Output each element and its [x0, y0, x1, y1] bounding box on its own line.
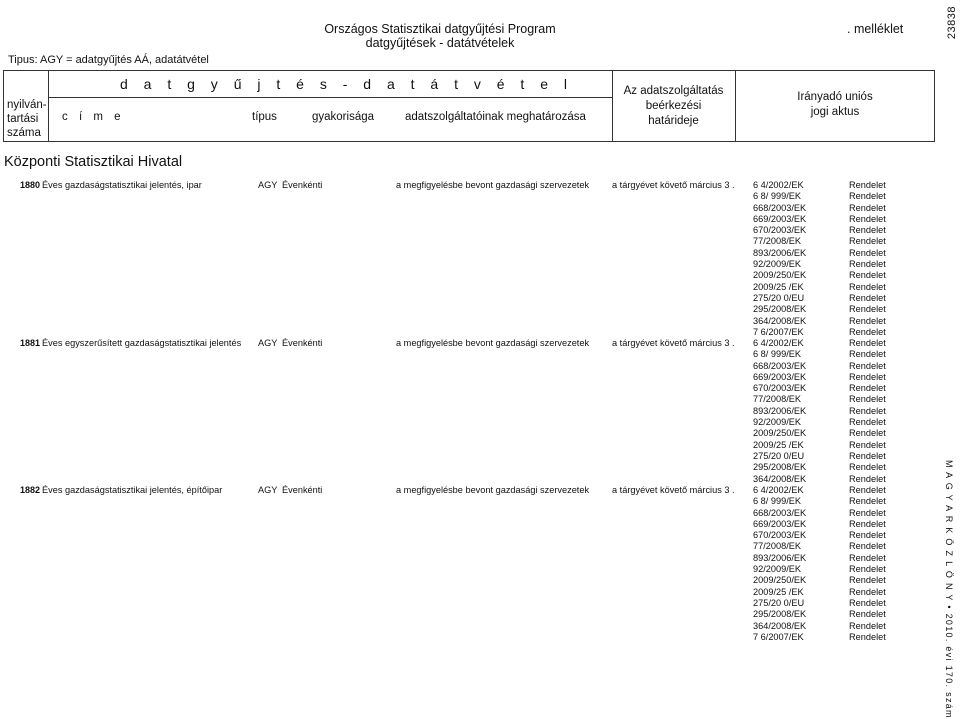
list-item: 2009/250/EK: [753, 428, 807, 439]
list-item: 2009/250/EK: [753, 575, 807, 586]
list-item: 670/2003/EK: [753, 383, 807, 394]
entry-providers: a megfigyelésbe bevont gazdasági szervezetek: [396, 485, 590, 495]
entry-deadline: a tárgyévet követő március 3 .: [612, 338, 735, 348]
entry-frequency: Évenkénti: [282, 485, 323, 495]
list-item: 893/2006/EK: [753, 552, 807, 563]
entry-type: AGY: [258, 485, 278, 495]
list-item: 295/2008/EK: [753, 609, 807, 620]
list-item: 6 4/2002/EK: [753, 338, 804, 348]
entry-title: Éves gazdaságstatisztikai jelentés, ipar: [42, 180, 202, 190]
col-registry-number: nyilván- tartási száma: [7, 99, 47, 139]
section-title: Központi Statisztikai Hivatal: [4, 154, 183, 170]
list-item: 77/2008/EK: [753, 394, 802, 405]
doc-title-line2: datgyűjtések - datátvételek: [365, 36, 515, 50]
regulation-type-list: Rendelet Rendelet Rendelet Rendelet Rendelet Rendelet Rendelet Rendelet Rendelet Rendelet Rendelet Rendelet Rendelet Rendelet: [849, 485, 886, 642]
list-item: 6 8/ 999/EK: [753, 191, 802, 202]
list-item: 2009/25 /EK: [753, 439, 804, 450]
list-item: 92/2009/EK: [753, 417, 802, 428]
list-item: 6 4/2002/EK: [753, 485, 804, 495]
list-item: 7 6/2007/EK: [753, 326, 804, 337]
entry-deadline: a tárgyévet követő március 3 .: [612, 180, 735, 190]
entry-providers: a megfigyelésbe bevont gazdasági szervezetek: [396, 338, 590, 348]
list-item: 668/2003/EK: [753, 507, 807, 518]
type-legend: Tipus: AGY = adatgyűjtés AÁ, adatátvétel: [8, 54, 209, 66]
entry-number: 1881: [20, 338, 41, 348]
list-item: 2009/250/EK: [753, 270, 807, 281]
col-deadline: Az adatszolgáltatás beérkezési határideje: [623, 85, 724, 127]
regulation-list: [753, 485, 806, 643]
list-item: 670/2003/EK: [753, 225, 807, 236]
entry-number: 1880: [20, 180, 41, 190]
list-item: 295/2008/EK: [753, 304, 807, 315]
annex-label: . melléklet: [847, 22, 904, 36]
entry-title: Éves egyszerűsített gazdaságstatisztikai jelentés: [42, 338, 242, 348]
list-item: 364/2008/EK: [753, 315, 807, 326]
list-item: 295/2008/EK: [753, 462, 807, 473]
list-item: 7 6/2007/EK: [753, 631, 804, 642]
list-item: 77/2008/EK: [753, 541, 802, 552]
regulation-type-list: Rendelet Rendelet Rendelet Rendelet Rendelet Rendelet Rendelet Rendelet Rendelet Rendelet Rendelet Rendelet Rendelet: [849, 338, 886, 484]
list-item: 364/2008/EK: [753, 620, 807, 631]
list-item: 2009/25 /EK: [753, 586, 804, 597]
col-frequency: gyakorisága: [312, 111, 375, 123]
list-item: 668/2003/EK: [753, 360, 807, 371]
entry-frequency: Évenkénti: [282, 338, 323, 348]
list-item: 92/2009/EK: [753, 564, 802, 575]
list-item: 2009/25 /EK: [753, 281, 804, 292]
list-item: 670/2003/EK: [753, 530, 807, 541]
column-divider: [48, 70, 49, 142]
col-eu-act: Irányadó uniós jogi aktus: [797, 91, 873, 118]
list-item: 893/2006/EK: [753, 247, 807, 258]
col-type: típus: [252, 111, 277, 123]
col-title: c í m e: [62, 111, 125, 123]
list-item: 6 8/ 999/EK: [753, 496, 802, 507]
doc-title-line1: Országos Statisztikai datgyűjtési Program: [324, 22, 556, 36]
list-item: 364/2008/EK: [753, 473, 807, 484]
list-item: 275/20 0/EU: [753, 292, 805, 303]
regulation-type-list: Rendelet Rendelet Rendelet Rendelet Rendelet Rendelet Rendelet Rendelet Rendelet Rendelet Rendelet Rendelet Rendelet Rendelet: [849, 180, 886, 337]
entry-frequency: Évenkénti: [282, 180, 323, 190]
list-item: 669/2003/EK: [753, 371, 807, 382]
list-item: 275/20 0/EU: [753, 597, 805, 608]
page-number: 23838: [946, 6, 958, 40]
entry-type: AGY: [258, 338, 278, 348]
regulation-list: [753, 338, 806, 485]
entry-type: AGY: [258, 180, 278, 190]
list-item: 668/2003/EK: [753, 202, 807, 213]
entry-providers: a megfigyelésbe bevont gazdasági szervezetek: [396, 180, 590, 190]
list-item: 6 4/2002/EK: [753, 180, 804, 190]
list-item: 275/20 0/EU: [753, 450, 805, 461]
journal-sidebar: M A G Y A R K Ö Z L Ö N Y • 2010. évi 170. szám: [944, 460, 954, 719]
entry-deadline: a tárgyévet követő március 3 .: [612, 485, 735, 495]
list-item: 893/2006/EK: [753, 405, 807, 416]
list-item: 6 8/ 999/EK: [753, 349, 802, 360]
list-item: 669/2003/EK: [753, 518, 807, 529]
list-item: 92/2009/EK: [753, 259, 802, 270]
group-divider: [48, 97, 612, 98]
list-item: 77/2008/EK: [753, 236, 802, 247]
list-item: 669/2003/EK: [753, 213, 807, 224]
entry-title: Éves gazdaságstatisztikai jelentés, építőipar: [42, 485, 223, 495]
col-group-title: d a t g y ű j t é s - d a t á t v é t e l: [120, 76, 573, 92]
regulation-list: [753, 180, 806, 338]
col-providers: adatszolgáltatóinak meghatározása: [405, 111, 586, 123]
entry-number: 1882: [20, 485, 41, 495]
